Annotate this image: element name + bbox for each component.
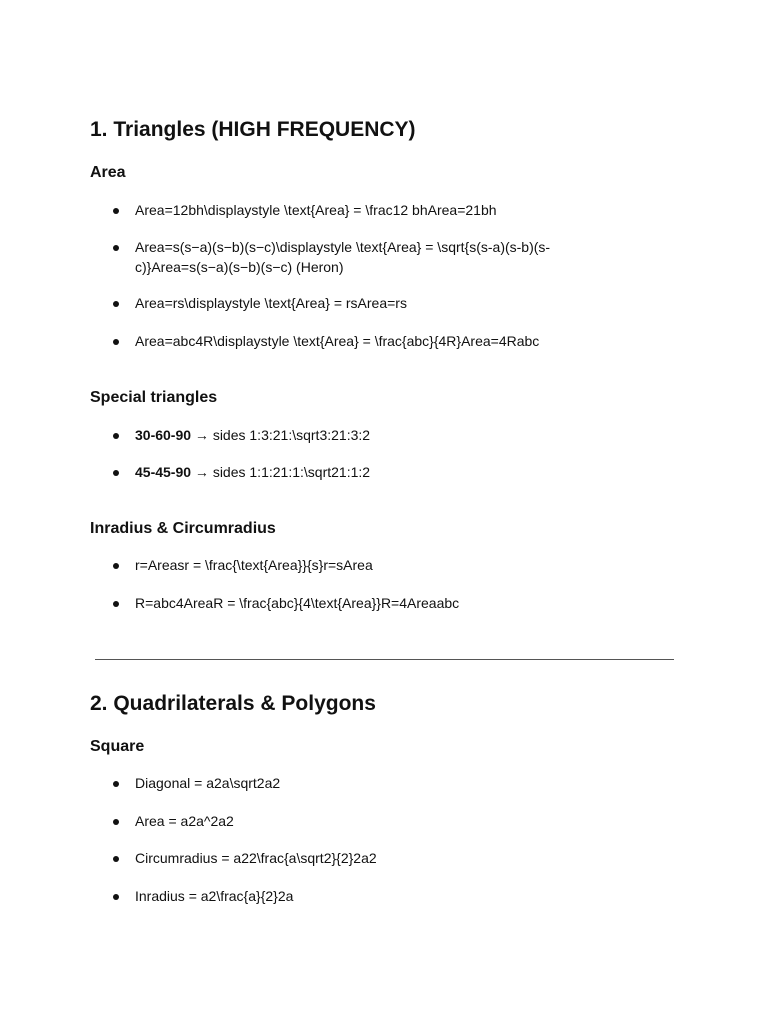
bullet-dot-icon (113, 301, 119, 307)
bullet-dot-icon (113, 245, 119, 251)
list-item (113, 462, 553, 482)
formula-text: Circumradius = a22\frac{a\sqrt2}{2}2a2 (135, 850, 377, 866)
formula-text: Area=rs\displaystyle \text{Area} = rsArea=rs (135, 295, 407, 311)
bullet-dot-icon (113, 470, 119, 476)
list-item (113, 425, 553, 445)
section-divider (95, 659, 674, 660)
bullet-dot-icon (113, 433, 119, 439)
bullet-dot-icon (113, 563, 119, 569)
formula-text (135, 425, 553, 445)
triangle-ratio-text: → sides 1:1:21:1:\sqrt21:1:2 (191, 464, 371, 480)
formula-text: Area=abc4R\displaystyle \text{Area} = \frac{abc}{4R}Area=4Rabc (135, 333, 540, 349)
bullet-dot-icon (113, 339, 119, 345)
formula-text: Diagonal = a2a\sqrt2a2 (135, 775, 281, 791)
list-item (113, 237, 553, 277)
formula-text: Area = a2a^2a2 (135, 813, 234, 829)
section-title-quadrilaterals: 2. Quadrilaterals & Polygons (90, 692, 376, 715)
list-item (113, 555, 553, 575)
bullet-dot-icon (113, 856, 119, 862)
formula-text (135, 462, 553, 482)
subsection-heading-inradius-circumradius: Inradius & Circumradius (90, 520, 276, 537)
formula-text: r=Areasr = \frac{\text{Area}}{s}r=sArea (135, 557, 373, 573)
subsection-heading-square: Square (90, 738, 145, 755)
subsection-heading-area: Area (90, 164, 126, 181)
triangle-type-label: 30-60-90 (135, 427, 192, 443)
triangle-ratio-text: → sides 1:3:21:\sqrt3:21:3:2 (191, 427, 371, 443)
section-title-triangles: 1. Triangles (HIGH FREQUENCY) (90, 118, 416, 141)
bullet-dot-icon (113, 894, 119, 900)
bullet-dot-icon (113, 819, 119, 825)
list-item (113, 200, 553, 220)
formula-text: Area=s(s−a)(s−b)(s−c)\displaystyle \text{Area} = \sqrt{s(s-a)(s-b)(s-c)}Area=s(s−a)(s−b)(s−c) (Heron) (135, 239, 551, 275)
list-item (113, 331, 553, 351)
list-item (113, 811, 553, 831)
triangle-type-label: 45-45-90 (135, 464, 192, 480)
list-item (113, 293, 553, 313)
list-item (113, 848, 553, 868)
list-item (113, 593, 553, 613)
formula-text: Area=12bh\displaystyle \text{Area} = \frac12 bhArea=21bh (135, 202, 497, 218)
list-item (113, 886, 553, 906)
bullet-dot-icon (113, 208, 119, 214)
bullet-dot-icon (113, 601, 119, 607)
formula-text: R=abc4AreaR = \frac{abc}{4\text{Area}}R=4Areaabc (135, 595, 460, 611)
list-item (113, 773, 553, 793)
bullet-dot-icon (113, 781, 119, 787)
subsection-heading-special-triangles: Special triangles (90, 389, 218, 406)
formula-text: Inradius = a2\frac{a}{2}2a (135, 888, 294, 904)
